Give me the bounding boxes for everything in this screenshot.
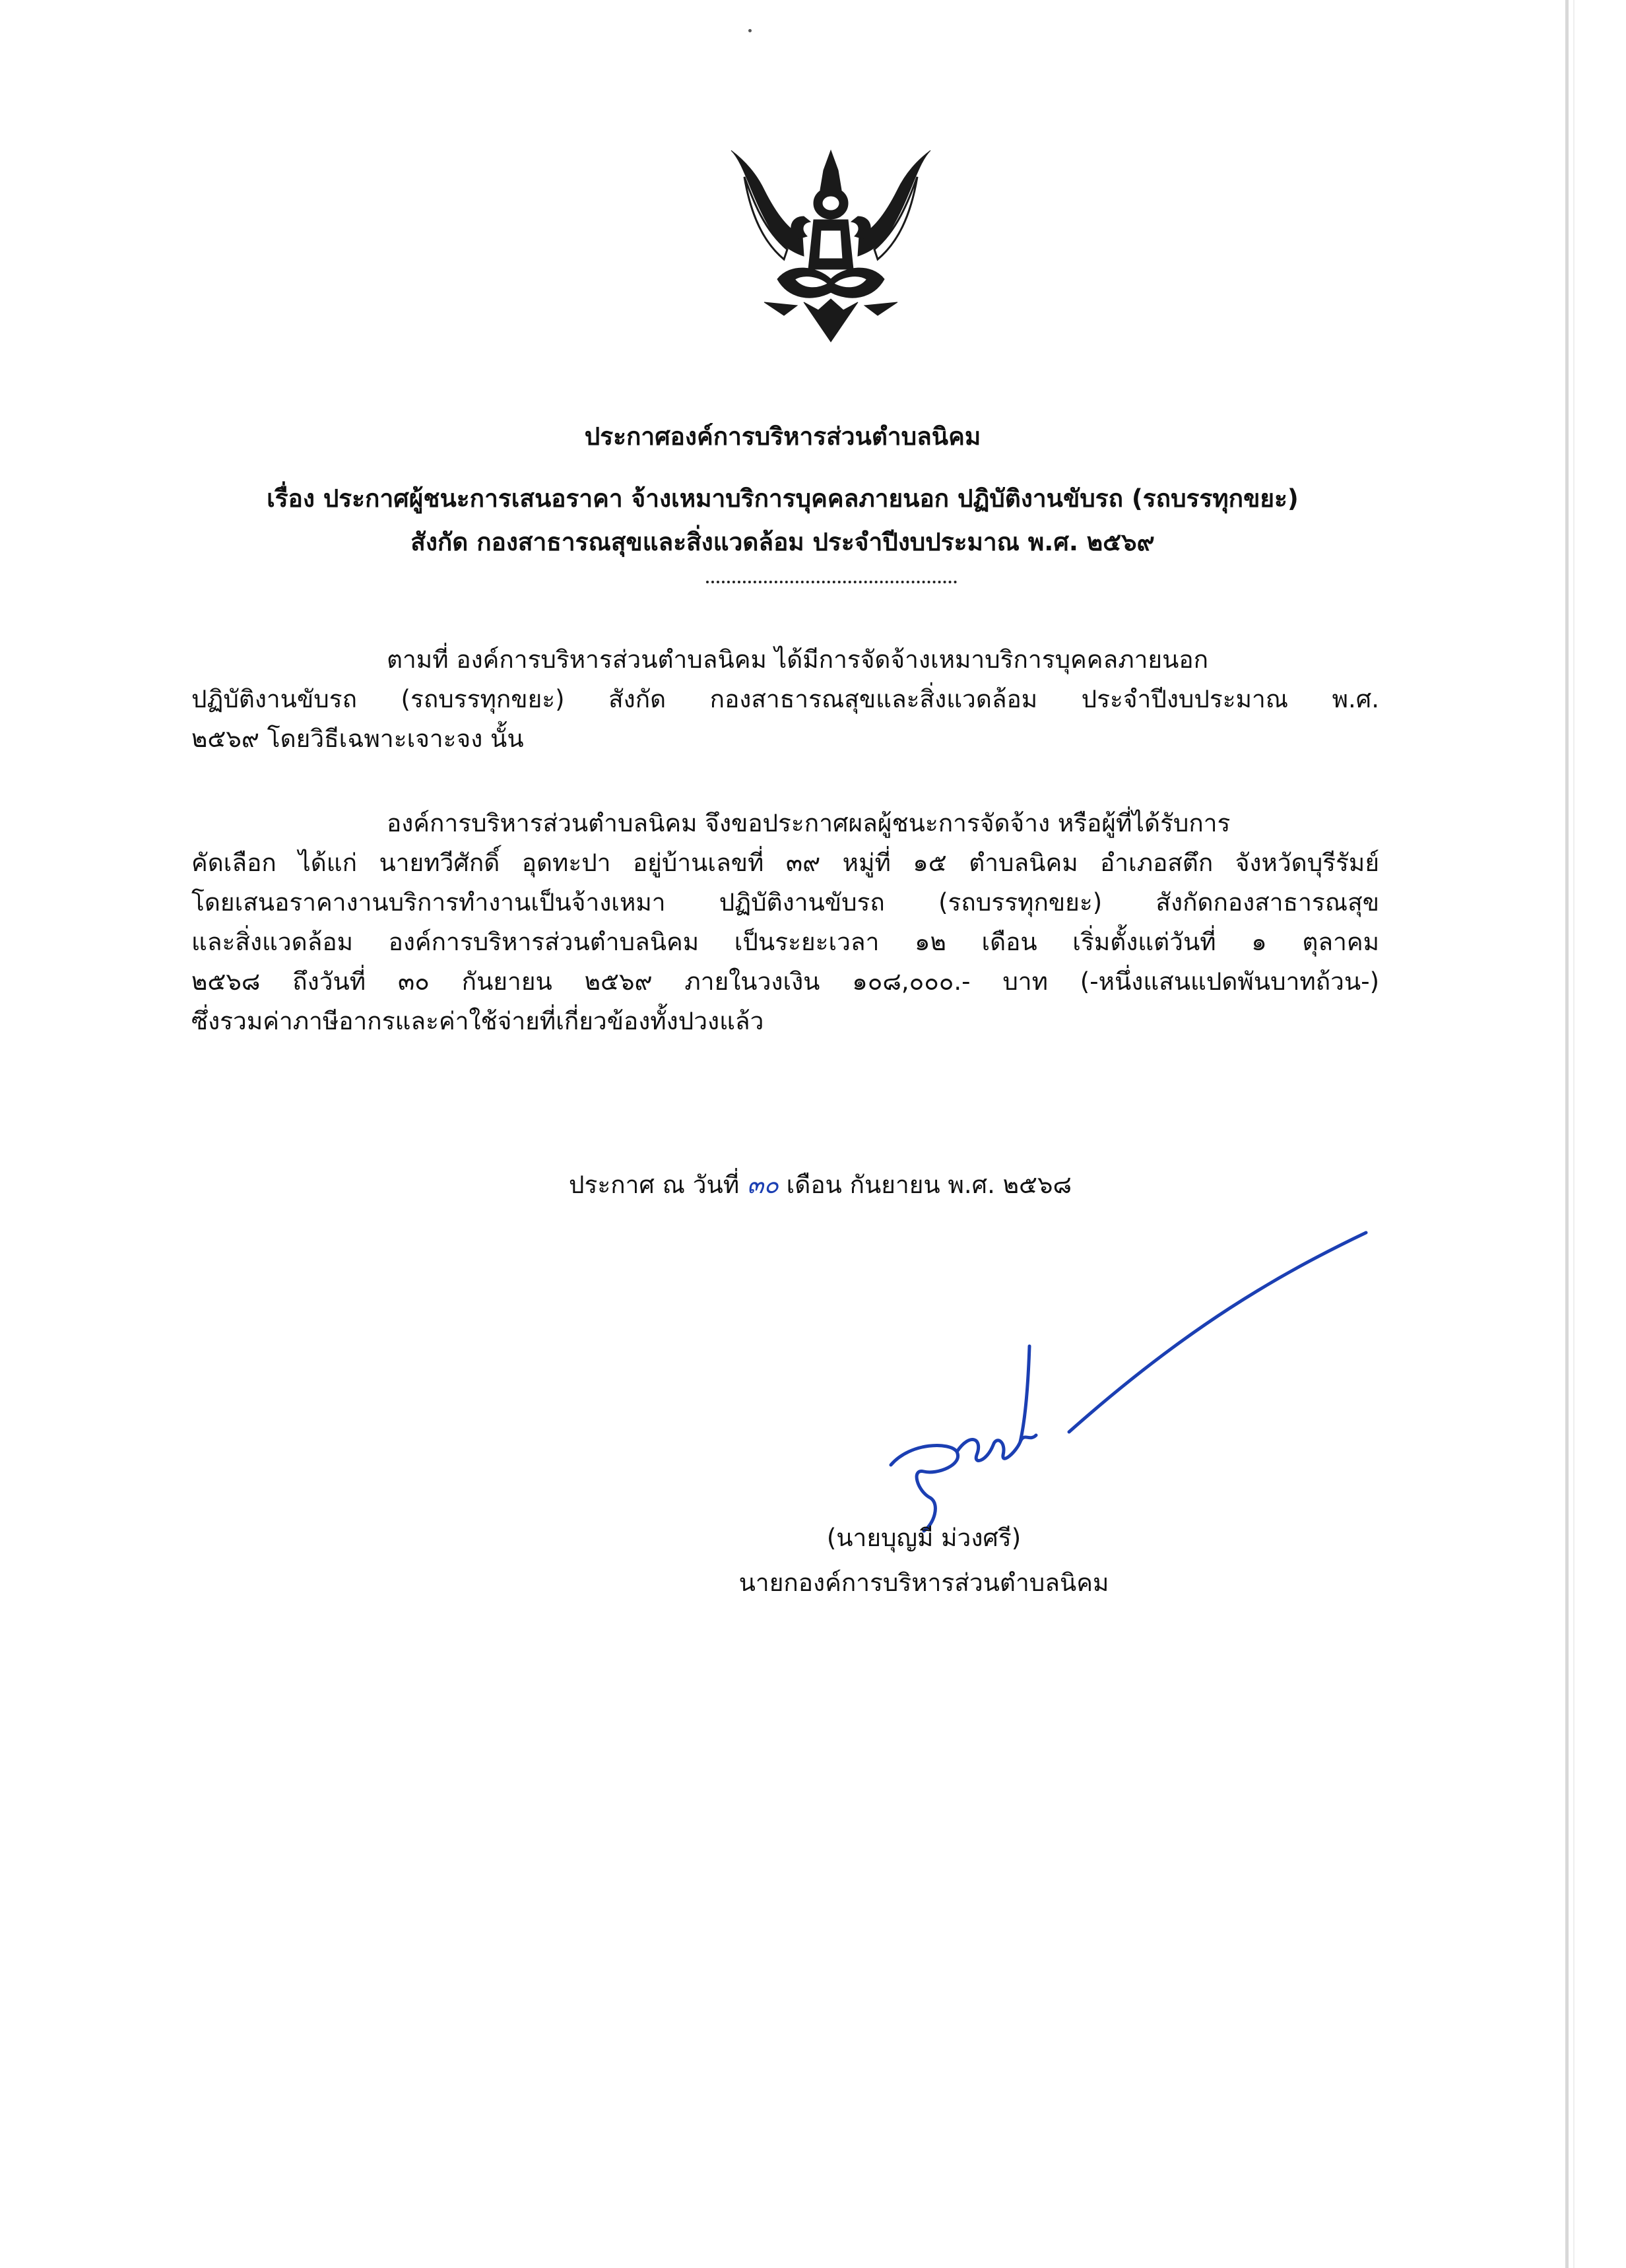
date-day-handwritten: ๓๐	[746, 1171, 779, 1199]
subject-line-2: สังกัด กองสาธารณสุขและสิ่งแวดล้อม ประจำปีงบประมาณ พ.ศ. ๒๕๖๙	[410, 528, 1155, 556]
signer-name: (นายบุญมี ม่วงศรี)	[826, 1524, 1022, 1552]
paragraph-2-line: องค์การบริหารส่วนตำบลนิคม จึงขอประกาศผลผู้ชนะการจัดจ้าง หรือผู้ที่ได้รับการ	[387, 809, 1231, 837]
paragraph-2-line: ซึ่งรวมค่าภาษีอากรและค่าใช้จ่ายที่เกี่ยวข้องทั้งปวงแล้ว	[191, 1007, 764, 1035]
paragraph-2-line: และสิ่งแวดล้อม องค์การบริหารส่วนตำบลนิคม เป็นระยะเวลา ๑๒ เดือน เริ่มตั้งแต่วันที่ ๑ ตุลาคม	[191, 928, 1379, 956]
document-title: ประกาศองค์การบริหารส่วนตำบลนิคม	[584, 422, 981, 451]
paragraph-1	[191, 640, 1379, 759]
paragraph-2-line: คัดเลือก ได้แก่ นายทวีศักดิ์ อุดทะปา อยู่บ้านเลขที่ ๓๙ หมู่ที่ ๑๕ ตำบลนิคม อำเภอสตึก จังหวัดบุรีรัมย์	[191, 849, 1379, 877]
paragraph-1-line: ๒๕๖๙ โดยวิธีเฉพาะเจาะจง นั้น	[191, 725, 524, 753]
scan-mark	[748, 29, 752, 32]
paragraph-1-line: ตามที่ องค์การบริหารส่วนตำบลนิคม ได้มีการจัดจ้างเหมาบริการบุคคลภายนอก	[387, 645, 1208, 674]
page-edge	[1565, 0, 1569, 2268]
title-divider	[706, 581, 957, 583]
paragraph-1-line: ปฏิบัติงานขับรถ (รถบรรทุกขยะ) สังกัด กองสาธารณสุขและสิ่งแวดล้อม ประจำปีงบประมาณ พ.ศ.	[191, 685, 1379, 713]
page-edge-shadow	[1573, 0, 1575, 2268]
garuda-emblem-icon	[725, 137, 937, 348]
paragraph-2-line: ๒๕๖๘ ถึงวันที่ ๓๐ กันยายน ๒๕๖๙ ภายในวงเงิน ๑๐๘,๐๐๐.- บาท (-หนึ่งแสนแปดพันบาทถ้วน-)	[191, 967, 1379, 996]
subject-line-1: เรื่อง ประกาศผู้ชนะการเสนอราคา จ้างเหมาบริการบุคคลภายนอก ปฏิบัติงานขับรถ (รถบรรทุกขยะ)	[267, 484, 1299, 513]
signer-position: นายกองค์การบริหารส่วนตำบลนิคม	[738, 1569, 1109, 1597]
paragraph-2-line: โดยเสนอราคางานบริการทำงานเป็นจ้างเหมา ปฏิบัติงานขับรถ (รถบรรทุกขยะ) สังกัดกองสาธารณสุข	[191, 888, 1379, 917]
date-prefix: ประกาศ ณ วันที่	[569, 1171, 740, 1199]
signature-icon	[818, 1214, 1386, 1544]
announcement-date	[569, 1167, 1072, 1204]
paragraph-2	[191, 804, 1379, 1041]
date-suffix: เดือน กันยายน พ.ศ. ๒๕๖๘	[786, 1171, 1072, 1199]
